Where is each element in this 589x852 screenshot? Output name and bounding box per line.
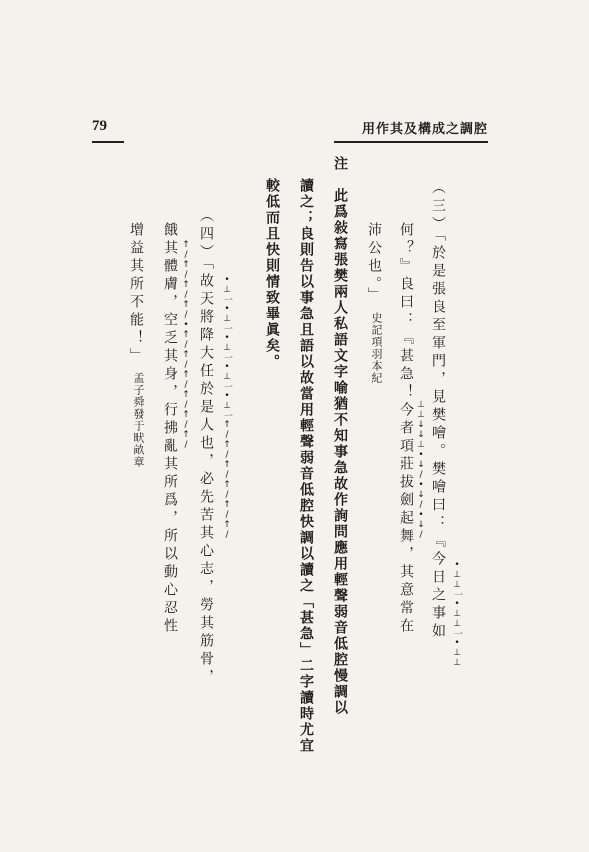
example3-line1: （三）「於是張良至軍門，見樊噲。樊噲曰：『今日之事如 (430, 180, 446, 641)
example4-line1: （四）「故天將降大任於是人也，必先苦其心志，勞其筋骨， (198, 208, 214, 687)
example3-line2: 何？』良曰：『甚急！今者項莊拔劍起舞，其意常在 (398, 222, 414, 636)
example4-line3: 增益其所不能！」 (128, 222, 144, 366)
tone-marks-ex3-col2: ⊥⊥↓↓⊥•↓/•↓/•↓/ (416, 400, 426, 540)
running-title: 用作其及構成之調腔 (361, 122, 488, 137)
example3-line3: 沛公也。」 (366, 222, 382, 305)
tone-marks-ex4-col1: •⊥一•⊥一•⊥一•⊥一•⊥一↑/↑/↑/↑/↑/↑/ (222, 275, 232, 540)
header-rule-left (92, 141, 124, 143)
note-line2: 讀之；良則告以事急且語以故當用輕聲弱音低腔快調以讀之「甚急」二字讀時尤宜 (298, 178, 314, 754)
page-number: 79 (92, 118, 107, 134)
tone-marks-ex4-col2: ↑/↑/↑/↑/•↑/↑/↑/↑/↑/↑/ (181, 240, 191, 450)
example4-source: 孟子舜發于畎畝章 (132, 372, 145, 468)
example3-source: 史記項羽本紀 (370, 312, 383, 384)
note-line3: 較低而且快則情致畢眞矣。 (264, 178, 280, 370)
note-line1: 注 此爲敍寫張樊兩人私語文字喻猶不知事急故作詢問應用輕聲弱音低腔慢調以 (332, 156, 348, 716)
tone-marks-ex3-col1: •⊥⊥一•⊥⊥一•⊥⊥ (452, 560, 462, 668)
page-header (92, 118, 488, 138)
example4-line2: 餓其體膚，空乏其身，行拂亂其所爲，所以動心忍性 (162, 222, 178, 636)
header-rule-right (334, 141, 488, 143)
